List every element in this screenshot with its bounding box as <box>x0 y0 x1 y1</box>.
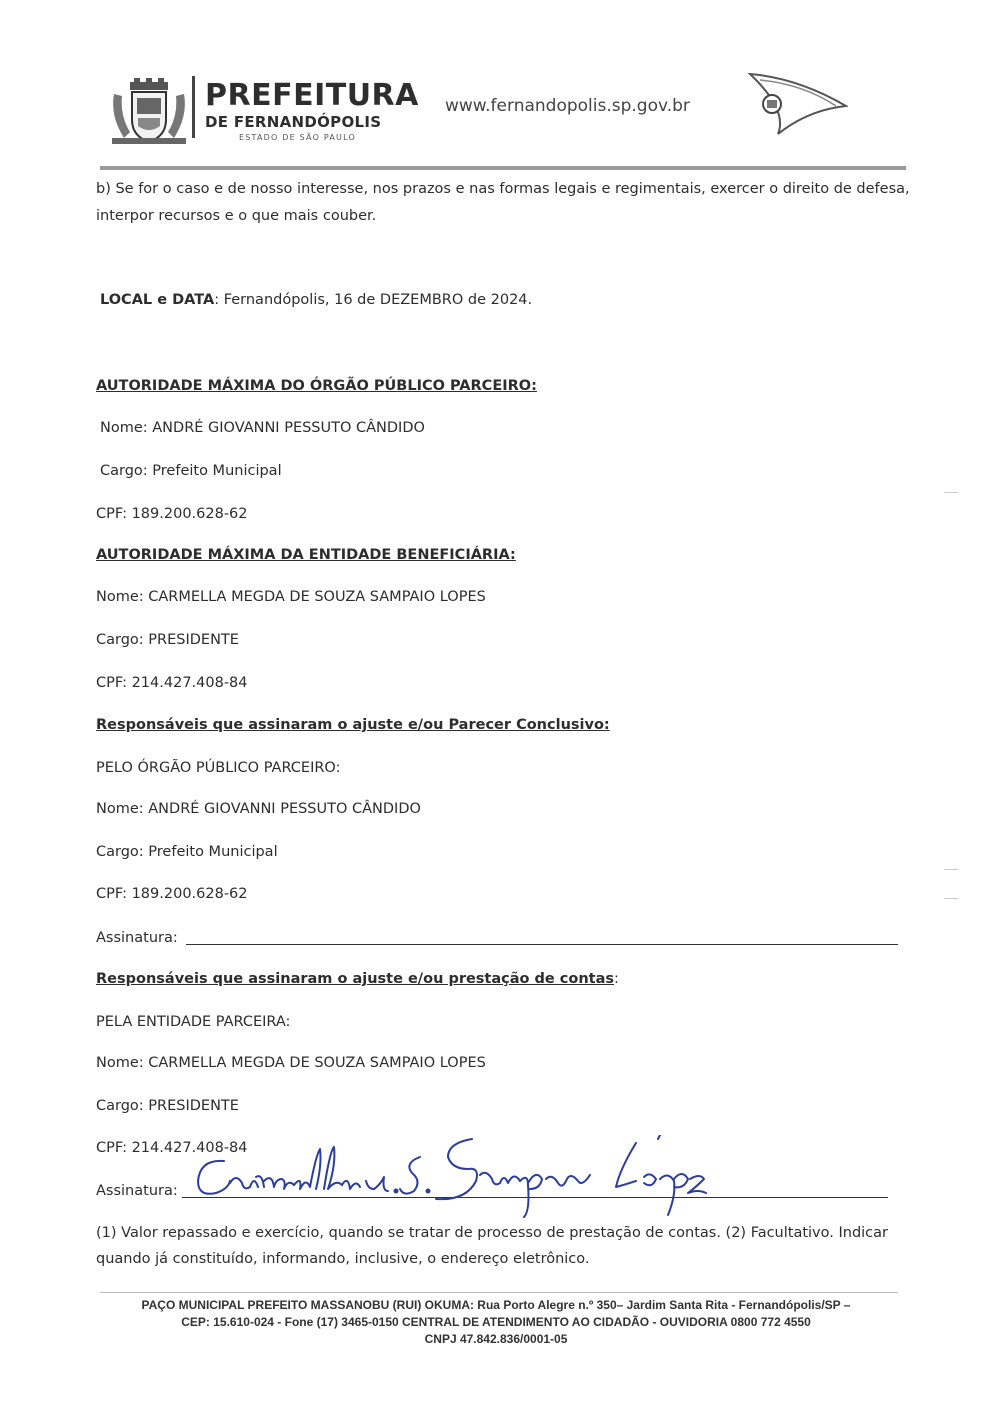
section4-role: Cargo: PRESIDENTE <box>96 1098 239 1114</box>
section4-org: PELA ENTIDADE PARCEIRA: <box>96 1014 291 1030</box>
logo-subtitle: DE FERNANDÓPOLIS <box>205 113 382 131</box>
logo-title: PREFEITURA <box>205 78 419 113</box>
edge-mark <box>944 898 958 899</box>
section1-cpf: CPF: 189.200.628-62 <box>96 506 248 522</box>
section3-name: Nome: ANDRÉ GIOVANNI PESSUTO CÂNDIDO <box>96 801 421 817</box>
prefeitura-logo <box>205 80 419 142</box>
intro-line-1: b) Se for o caso e de nosso interesse, nos prazos e nas formas legais e regimentais, exercer o direito de defesa, <box>96 181 910 197</box>
note-line-2: quando já constituído, informando, inclusive, o endereço eletrônico. <box>96 1251 590 1267</box>
section1-title: AUTORIDADE MÁXIMA DO ÓRGÃO PÚBLICO PARCEIRO: <box>96 378 537 394</box>
footer-address: PAÇO MUNICIPAL PREFEITO MASSANOBU (RUI) OKUMA: Rua Porto Alegre n.º 350– Jardim Santa Rita - Fernandópolis/SP – <box>141 1298 851 1312</box>
signature-line-1 <box>186 944 898 945</box>
note-line-1: (1) Valor repassado e exercício, quando se tratar de processo de prestação de contas. (2) Facultativo. Indicar <box>96 1225 888 1241</box>
section1-name: Nome: ANDRÉ GIOVANNI PESSUTO CÂNDIDO <box>100 420 425 436</box>
edge-mark <box>944 492 958 493</box>
section4-signature-label: Assinatura: <box>96 1183 178 1199</box>
logo-divider <box>192 76 195 138</box>
edge-mark <box>944 869 958 870</box>
intro-line-2: interpor recursos e o que mais couber. <box>96 208 377 224</box>
section2-title: AUTORIDADE MÁXIMA DA ENTIDADE BENEFICIÁRIA: <box>96 547 516 563</box>
local-value: : Fernandópolis, 16 de DEZEMBRO de 2024. <box>214 292 533 308</box>
footer-rule <box>100 1292 898 1293</box>
header-rule <box>100 166 906 170</box>
city-crest-icon <box>108 76 190 146</box>
section2-role: Cargo: PRESIDENTE <box>96 632 239 648</box>
footer-contact: CEP: 15.610-024 - Fone (17) 3465-0150 CENTRAL DE ATENDIMENTO AO CIDADÃO - OUVIDORIA 0800 772 4550 <box>181 1315 811 1329</box>
section4-title-wrap <box>96 971 619 987</box>
footer-cnpj: CNPJ 47.842.836/0001-05 <box>424 1332 568 1346</box>
section3-cpf: CPF: 189.200.628-62 <box>96 886 248 902</box>
section4-name: Nome: CARMELLA MEGDA DE SOUZA SAMPAIO LOPES <box>96 1055 486 1071</box>
section2-cpf: CPF: 214.427.408-84 <box>96 675 248 691</box>
arrow-emblem-icon <box>748 70 848 138</box>
section4-cpf: CPF: 214.427.408-84 <box>96 1140 248 1156</box>
logo-state: ESTADO DE SÃO PAULO <box>239 133 356 142</box>
section2-name: Nome: CARMELLA MEGDA DE SOUZA SAMPAIO LOPES <box>96 589 486 605</box>
section3-signature-label: Assinatura: <box>96 930 178 946</box>
section4-colon: : <box>614 971 619 987</box>
section1-role: Cargo: Prefeito Municipal <box>100 463 282 479</box>
section3-title: Responsáveis que assinaram o ajuste e/ou Parecer Conclusivo: <box>96 717 610 733</box>
section4-title: Responsáveis que assinaram o ajuste e/ou prestação de contas <box>96 971 615 987</box>
local-label: LOCAL e DATA <box>100 292 215 308</box>
section3-role: Cargo: Prefeito Municipal <box>96 844 278 860</box>
letterhead <box>0 0 992 175</box>
local-date <box>100 292 532 308</box>
website-link[interactable]: www.fernandopolis.sp.gov.br <box>445 96 690 116</box>
handwritten-signature <box>190 1135 710 1220</box>
section3-org: PELO ÓRGÃO PÚBLICO PARCEIRO: <box>96 760 341 776</box>
